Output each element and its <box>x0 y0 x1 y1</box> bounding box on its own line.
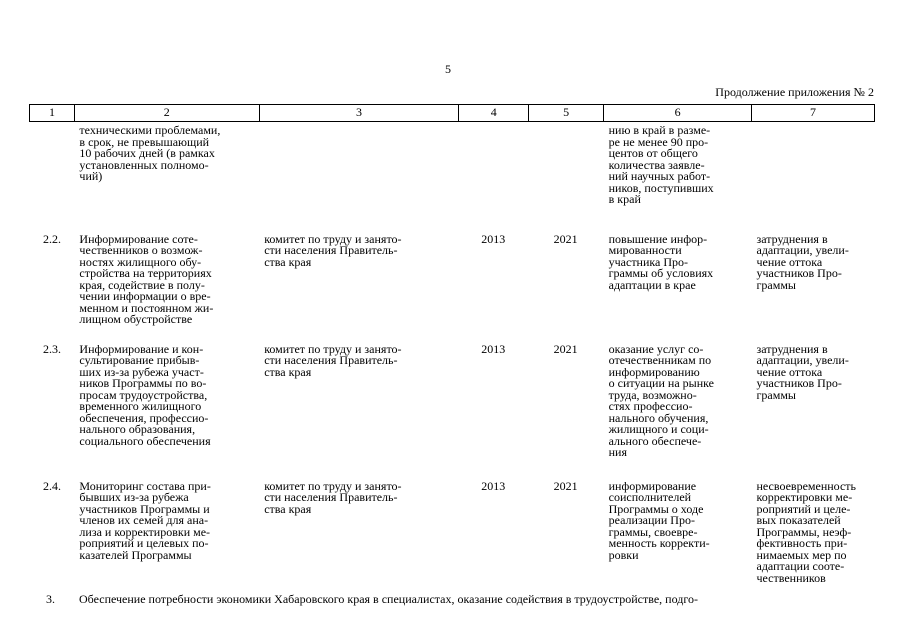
page-number: 5 <box>445 62 451 76</box>
start-year-cell: 2013 <box>481 231 506 246</box>
table-row-continued <box>30 122 875 230</box>
continuation-caption: Продолжение приложения № 2 <box>715 85 874 99</box>
header-row <box>30 105 875 122</box>
section-title: Обеспечение потребности экономики Хабаровского края в специалистах, оказание содействия в трудоустройстве, подго- <box>79 592 698 606</box>
end-year-cell: 2021 <box>553 341 578 356</box>
section-heading <box>46 592 698 607</box>
table-row-2-3 <box>30 340 875 477</box>
result-cell: информирование соисполнителей Программы о ходе реализации Про- граммы, своевре- менность корректи- ровки <box>608 478 710 562</box>
executor-cell: комитет по труду и занято- сти населения Правитель- ства края <box>264 231 402 269</box>
program-table <box>29 104 875 597</box>
header-cell-3: 3 <box>259 105 459 122</box>
row-number <box>30 122 75 230</box>
executor-cell: комитет по труду и занято- сти населения Правитель- ства края <box>264 478 402 516</box>
consequence-cell: несвоевременность корректировки ме- роприятий и целе- вых показателей Программы, неэф- фективность при- нимаемых мер по адаптации сооте- чественников <box>756 478 857 585</box>
activity-cell: Информирование и кон- сультирование прибыв- ших из-за рубежа участ- ников Программы по во- просам трудоустройства, временного жилищного обеспечения, профессио- нального образования, социального обеспечения <box>79 341 211 448</box>
activity-cell: Мониторинг состава при- бывших из-за рубежа участников Программы и членов их семей для ана- лиза и корректировки ме- роприятий и целевых по- казателей Программы <box>79 478 211 562</box>
header-cell-6: 6 <box>604 105 752 122</box>
executor-cell <box>259 122 459 230</box>
consequence-cell: затруднения в адаптации, увели- чение оттока участников Про- граммы <box>756 341 849 402</box>
consequence-cell: затруднения в адаптации, увели- чение оттока участников Про- граммы <box>756 231 849 292</box>
result-cell: оказание услуг со- отечественникам по информированию о ситуации на рынке труда, возможно- стях профессио- нального обучения, жилищного и соци- ального обеспече- ния <box>608 341 714 459</box>
start-year-cell: 2013 <box>481 478 506 493</box>
executor-cell: комитет по труду и занято- сти населения Правитель- ства края <box>264 341 402 379</box>
activity-cell: техническими проблемами, в срок, не превышающий 10 рабочих дней (в рамках установленных полномо- чий) <box>79 123 221 183</box>
end-year-cell: 2021 <box>553 231 578 246</box>
start-year-cell <box>459 122 529 230</box>
result-cell: повышение инфор- мированности участника Про- граммы об условиях адаптации в крае <box>608 231 714 292</box>
consequence-cell <box>752 122 875 230</box>
header-cell-7: 7 <box>752 105 875 122</box>
header-cell-2: 2 <box>74 105 259 122</box>
header-cell-4: 4 <box>459 105 529 122</box>
row-number: 2.2. <box>42 231 61 246</box>
row-number: 2.3. <box>42 341 61 356</box>
row-number: 2.4. <box>42 478 61 493</box>
result-cell: нию в край в разме- ре не менее 90 про- центов от общего количества заявле- ний научных работ- ников, поступивших в край <box>608 123 714 206</box>
activity-cell: Информирование соте- чественников о возмож- ностях жилищного обу- стройства на территориях края, содействие в полу- чении информации о вре- менном и постоянном жи- лищном обустройстве <box>79 231 214 326</box>
table-row-2-2 <box>30 230 875 340</box>
end-year-cell <box>529 122 604 230</box>
start-year-cell: 2013 <box>481 341 506 356</box>
section-number: 3. <box>46 592 55 606</box>
header-cell-1: 1 <box>30 105 75 122</box>
end-year-cell: 2021 <box>553 478 578 493</box>
table-row-2-4 <box>30 477 875 597</box>
header-cell-5: 5 <box>529 105 604 122</box>
